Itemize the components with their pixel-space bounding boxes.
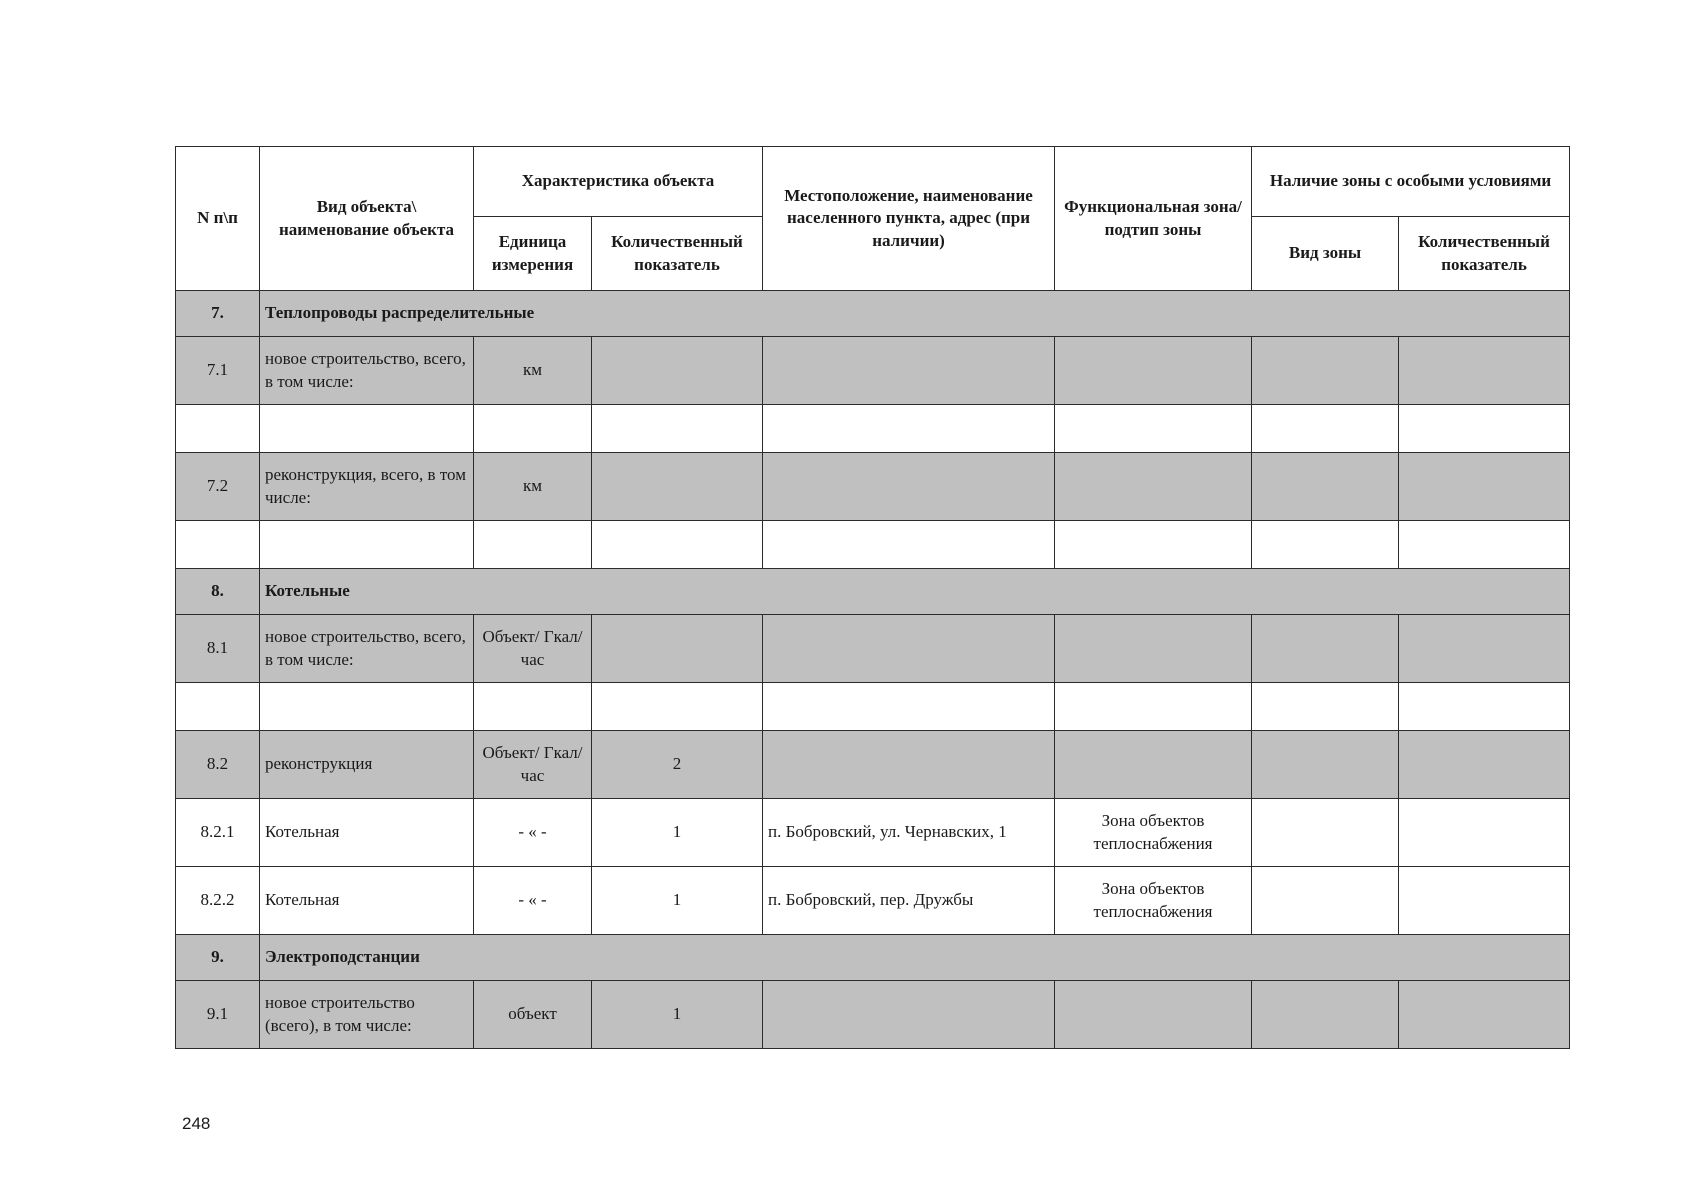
empty-cell: [763, 683, 1055, 731]
table-row: [176, 981, 1570, 1049]
row-number: 7.2: [176, 453, 260, 521]
unit-cell: - « -: [474, 799, 592, 867]
table-row: [176, 521, 1570, 569]
unit-cell: объект: [474, 981, 592, 1049]
empty-cell: [260, 405, 474, 453]
empty-cell: [1055, 521, 1252, 569]
unit-cell: Объект/ Гкал/час: [474, 731, 592, 799]
row-number: 8.: [176, 569, 260, 615]
page-number: 248: [182, 1114, 211, 1133]
row-number: 8.2.2: [176, 867, 260, 935]
header-characteristic: Характеристика объекта: [474, 147, 763, 217]
table-row: [176, 291, 1570, 337]
objects-table: [175, 146, 1570, 1049]
quantity-cell: 1: [592, 981, 763, 1049]
zone-quantity-cell: [1399, 799, 1570, 867]
table-row: [176, 405, 1570, 453]
zone-quantity-cell: [1399, 867, 1570, 935]
unit-cell: км: [474, 453, 592, 521]
row-number: 8.2: [176, 731, 260, 799]
row-number: 7.1: [176, 337, 260, 405]
table-row: [176, 453, 1570, 521]
header-unit: Единица измерения: [474, 217, 592, 291]
empty-cell: [176, 405, 260, 453]
functional-zone-cell: [1055, 615, 1252, 683]
empty-cell: [1055, 683, 1252, 731]
section-title: Электроподстанции: [260, 935, 1570, 981]
location-cell: п. Бобровский, ул. Чернавских, 1: [763, 799, 1055, 867]
empty-cell: [592, 405, 763, 453]
empty-cell: [176, 521, 260, 569]
header-location: Местоположение, наименование населенного пункта, адрес (при наличии): [763, 147, 1055, 291]
location-cell: [763, 981, 1055, 1049]
quantity-cell: 1: [592, 799, 763, 867]
row-number: 7.: [176, 291, 260, 337]
empty-cell: [474, 683, 592, 731]
location-cell: [763, 731, 1055, 799]
functional-zone-cell: Зона объектов теплоснабжения: [1055, 799, 1252, 867]
empty-cell: [474, 405, 592, 453]
empty-cell: [260, 521, 474, 569]
empty-cell: [1055, 405, 1252, 453]
header-zone-type: Вид зоны: [1252, 217, 1399, 291]
object-name: реконструкция, всего, в том числе:: [260, 453, 474, 521]
table-row: [176, 615, 1570, 683]
functional-zone-cell: [1055, 337, 1252, 405]
empty-cell: [474, 521, 592, 569]
object-name: новое строительство, всего, в том числе:: [260, 615, 474, 683]
functional-zone-cell: [1055, 731, 1252, 799]
empty-cell: [1252, 405, 1399, 453]
zone-type-cell: [1252, 731, 1399, 799]
zone-quantity-cell: [1399, 981, 1570, 1049]
functional-zone-cell: [1055, 981, 1252, 1049]
empty-cell: [260, 683, 474, 731]
object-name: Котельная: [260, 799, 474, 867]
row-number: 9.: [176, 935, 260, 981]
location-cell: [763, 615, 1055, 683]
table-row: [176, 337, 1570, 405]
empty-cell: [1252, 521, 1399, 569]
object-name: Котельная: [260, 867, 474, 935]
row-number: 8.1: [176, 615, 260, 683]
zone-quantity-cell: [1399, 337, 1570, 405]
header-quantity: Количественный показатель: [592, 217, 763, 291]
quantity-cell: [592, 615, 763, 683]
location-cell: [763, 337, 1055, 405]
empty-cell: [176, 683, 260, 731]
header-num: N п\п: [176, 147, 260, 291]
row-number: 8.2.1: [176, 799, 260, 867]
empty-cell: [763, 405, 1055, 453]
table-row: [176, 731, 1570, 799]
unit-cell: Объект/ Гкал/час: [474, 615, 592, 683]
zone-quantity-cell: [1399, 615, 1570, 683]
zone-type-cell: [1252, 867, 1399, 935]
empty-cell: [592, 521, 763, 569]
zone-type-cell: [1252, 799, 1399, 867]
zone-type-cell: [1252, 337, 1399, 405]
empty-cell: [1252, 683, 1399, 731]
object-name: новое строительство (всего), в том числе:: [260, 981, 474, 1049]
section-title: Котельные: [260, 569, 1570, 615]
table-row: [176, 867, 1570, 935]
functional-zone-cell: Зона объектов теплоснабжения: [1055, 867, 1252, 935]
unit-cell: - « -: [474, 867, 592, 935]
empty-cell: [1399, 683, 1570, 731]
zone-type-cell: [1252, 981, 1399, 1049]
header-functional-zone: Функциональная зона/ подтип зоны: [1055, 147, 1252, 291]
zone-quantity-cell: [1399, 731, 1570, 799]
object-name: новое строительство, всего, в том числе:: [260, 337, 474, 405]
section-title: Теплопроводы распределительные: [260, 291, 1570, 337]
unit-cell: км: [474, 337, 592, 405]
quantity-cell: 2: [592, 731, 763, 799]
row-number: 9.1: [176, 981, 260, 1049]
location-cell: [763, 453, 1055, 521]
quantity-cell: [592, 453, 763, 521]
header-special-zone: Наличие зоны с особыми условиями: [1252, 147, 1570, 217]
table-row: [176, 799, 1570, 867]
empty-cell: [763, 521, 1055, 569]
zone-type-cell: [1252, 615, 1399, 683]
empty-cell: [1399, 405, 1570, 453]
functional-zone-cell: [1055, 453, 1252, 521]
table-row: [176, 569, 1570, 615]
table-row: [176, 935, 1570, 981]
header-zone-quantity: Количественный показатель: [1399, 217, 1570, 291]
empty-cell: [1399, 521, 1570, 569]
quantity-cell: [592, 337, 763, 405]
header-object-type: Вид объекта\ наименование объекта: [260, 147, 474, 291]
empty-cell: [592, 683, 763, 731]
object-name: реконструкция: [260, 731, 474, 799]
location-cell: п. Бобровский, пер. Дружбы: [763, 867, 1055, 935]
quantity-cell: 1: [592, 867, 763, 935]
table-row: [176, 683, 1570, 731]
zone-quantity-cell: [1399, 453, 1570, 521]
zone-type-cell: [1252, 453, 1399, 521]
